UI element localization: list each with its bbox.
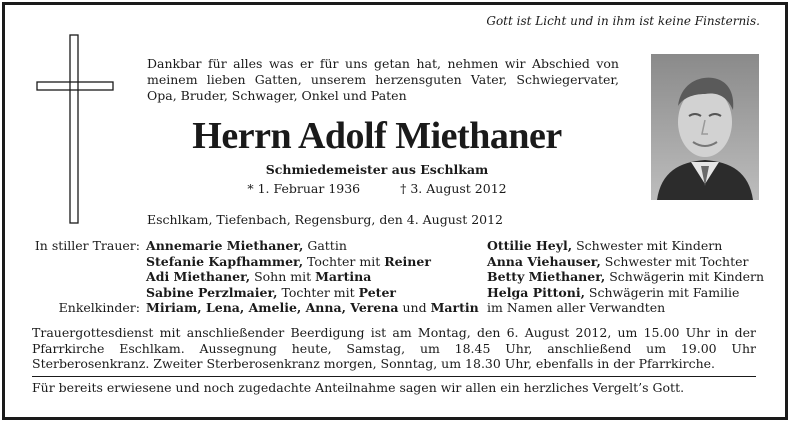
mourner-relation: Tochter mit bbox=[303, 253, 385, 269]
mourner-name: Annemarie Miethaner, bbox=[146, 238, 304, 253]
thanks-text: Für bereits erwiesene und noch zugedachte Anteilnahme sagen wir allen ein herzliches Vergelt’s Gott. bbox=[32, 380, 685, 395]
birth-date: * 1. Februar 1936 bbox=[247, 181, 361, 196]
mourner-relation: Tochter mit bbox=[277, 284, 359, 300]
mourner-name: Betty Miethaner, bbox=[487, 269, 606, 284]
mourner-relation: Schwägerin mit Kindern bbox=[605, 269, 765, 284]
mourner-row bbox=[32, 269, 479, 285]
mourner-relation: im Namen aller Verwandten bbox=[487, 300, 666, 315]
mourner-row bbox=[32, 238, 479, 254]
service-info: Trauergottesdienst mit anschließender Beerdigung ist am Montag, den 6. August 2012, um 15.00 Uhr in der Pfarrkirche Eschlkam. Aussegnung heute, Samstag, um 18.45 Uhr, anschließend um 19.00 Uhr Sterberosenkranz. Zweiter Sterberosenkranz morgen, Sonntag, um 18.30 Uhr, ebenfalls in der Pfarrkirche. bbox=[32, 325, 756, 371]
mourner-name: Sabine Perzlmaier, bbox=[146, 284, 278, 300]
death-date: † 3. August 2012 bbox=[400, 181, 507, 196]
mourner-row bbox=[487, 269, 764, 285]
mourner-row bbox=[487, 238, 764, 254]
grieving-label: In stiller Trauer: bbox=[34, 238, 140, 253]
mourner-relation: Gattin bbox=[303, 238, 347, 253]
bible-motto: Gott ist Licht und in ihm ist keine Finsternis. bbox=[486, 14, 760, 28]
mourner-name: Adi Miethaner, bbox=[146, 269, 251, 284]
deceased-profession: Schmiedemeister aus Eschlkam bbox=[265, 162, 489, 177]
mourner-name: Stefanie Kapfhammer, bbox=[146, 253, 304, 269]
grandchildren-and: und bbox=[398, 300, 431, 315]
mourner-row bbox=[487, 285, 764, 301]
divider bbox=[32, 376, 756, 377]
mourner-relation: Schwester mit Kindern bbox=[572, 238, 723, 253]
mourners-right bbox=[487, 238, 764, 316]
mourner-row bbox=[32, 285, 479, 301]
mourner-row bbox=[487, 254, 764, 270]
grandchildren-row bbox=[32, 300, 479, 316]
mourner-name: Ottilie Heyl, bbox=[487, 238, 573, 253]
portrait-photo bbox=[651, 54, 759, 200]
grandchildren-label: Enkelkinder: bbox=[58, 300, 140, 315]
mourner-partner: Reiner bbox=[384, 253, 431, 269]
mourner-relation: Sohn mit bbox=[250, 269, 316, 284]
deceased-name: Herrn Adolf Miethaner bbox=[192, 115, 562, 157]
mourner-relation: Schwester mit Tochter bbox=[600, 253, 749, 269]
life-dates bbox=[110, 181, 644, 196]
mourner-name: Anna Viehauser, bbox=[487, 253, 601, 269]
mourner-row bbox=[487, 300, 764, 316]
grandchildren-last: Martin bbox=[430, 300, 479, 315]
mourners-left bbox=[32, 238, 479, 316]
intro-text: Dankbar für alles was er für uns getan hat, nehmen wir Abschied von meinem lieben Gatten, unserem herzensguten Vater, Schwiegervater, Opa, Bruder, Schwager, Onkel und Paten bbox=[147, 56, 619, 103]
mourner-partner: Martina bbox=[315, 269, 372, 284]
mourner-row bbox=[32, 254, 479, 270]
grandchildren-names: Miriam, Lena, Amelie, Anna, Verena bbox=[146, 300, 399, 315]
mourner-name: Helga Pittoni, bbox=[487, 284, 585, 300]
mourner-partner: Peter bbox=[358, 284, 396, 300]
cross-icon bbox=[36, 34, 114, 224]
mourner-relation: Schwägerin mit Familie bbox=[584, 284, 740, 300]
place-and-date: Eschlkam, Tiefenbach, Regensburg, den 4. August 2012 bbox=[147, 212, 503, 227]
